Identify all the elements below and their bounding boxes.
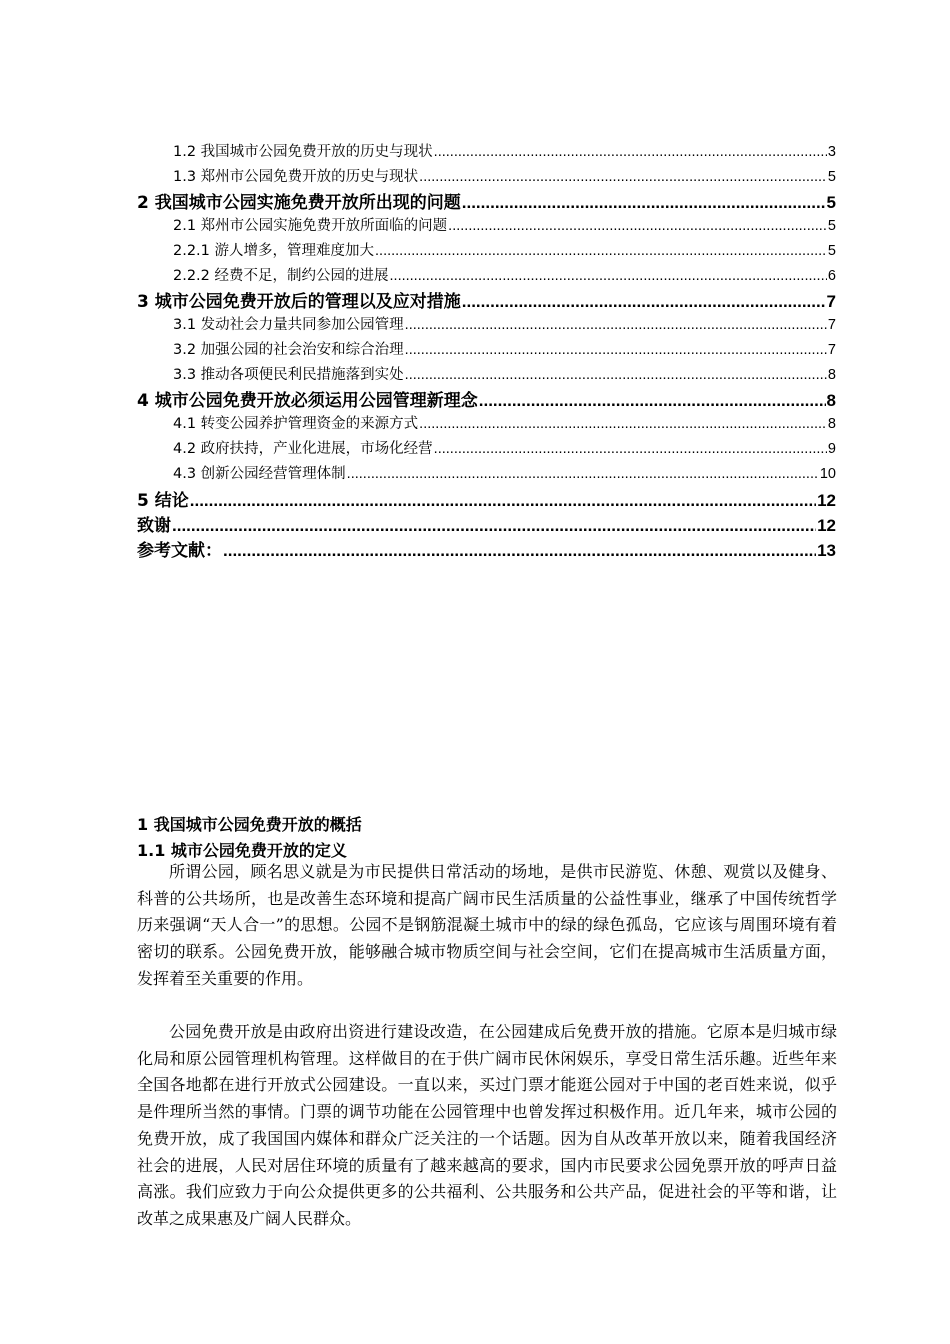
toc-page-number: 5 bbox=[827, 169, 836, 185]
toc-page-number: 3 bbox=[827, 144, 836, 160]
toc-title: 参考文献： bbox=[137, 541, 222, 561]
toc-title: 转变公园养护管理资金的来源方式 bbox=[200, 416, 419, 432]
toc-number: 3.1 bbox=[173, 317, 197, 333]
toc-page-number: 9 bbox=[827, 441, 836, 457]
toc-title: 创新公园经营管理体制 bbox=[200, 466, 346, 482]
toc-number: 4.1 bbox=[173, 416, 197, 432]
toc-entry[interactable] bbox=[173, 239, 836, 260]
toc-page-number: 12 bbox=[817, 516, 836, 535]
toc-title: 经费不足，制约公园的进展 bbox=[214, 268, 389, 284]
toc-entry[interactable] bbox=[137, 287, 836, 312]
toc-entry[interactable] bbox=[173, 338, 836, 359]
toc-leader bbox=[448, 218, 827, 234]
toc-leader bbox=[462, 292, 826, 312]
toc-page-number: 5 bbox=[826, 193, 836, 212]
toc-leader bbox=[479, 391, 826, 411]
toc-leader bbox=[405, 342, 827, 358]
toc-number: 3.2 bbox=[173, 342, 197, 358]
toc-page-number: 13 bbox=[817, 541, 836, 560]
toc-leader bbox=[434, 441, 827, 457]
toc-number: 1.3 bbox=[173, 169, 197, 185]
subsection-heading: 1.1 城市公园免费开放的定义 bbox=[137, 841, 347, 860]
toc-number: 4 bbox=[137, 391, 149, 411]
toc-entry[interactable] bbox=[173, 313, 836, 334]
toc-page-number: 8 bbox=[827, 367, 836, 383]
toc-number: 2.2.2 bbox=[173, 268, 210, 284]
toc-page-number: 5 bbox=[827, 243, 836, 259]
toc-title: 发动社会力量共同参加公园管理 bbox=[200, 317, 404, 333]
toc-title: 我国城市公园实施免费开放所出现的问题 bbox=[154, 193, 461, 213]
toc-entry[interactable] bbox=[173, 140, 836, 161]
body-paragraph: 所谓公园，顾名思义就是为市民提供日常活动的场地，是供市民游览、休憩、观赏以及健身、科普的公共场所，也是改善生态环境和提高广阔市民生活质量的公益性事业，继承了中国传统哲学历来强调“天人合一”的思想。公园不是钢筋混凝土城市中的绿的绿色孤岛，它应该与周围环境有着密切的联系。公园免费开放，能够融合城市物质空间与社会空间，它们在提高城市生活质量方面，发挥着至关重要的作用。 bbox=[137, 862, 837, 988]
toc-page-number: 8 bbox=[827, 416, 836, 432]
toc-title: 城市公园免费开放必须运用公园管理新理念 bbox=[154, 391, 478, 411]
toc-title: 游人增多，管理难度加大 bbox=[214, 243, 375, 259]
toc-page-number: 7 bbox=[826, 292, 836, 311]
toc-leader bbox=[390, 268, 827, 284]
toc-page-number: 7 bbox=[827, 317, 836, 333]
toc-entry[interactable] bbox=[137, 536, 836, 561]
toc-entry[interactable] bbox=[173, 462, 836, 483]
toc-title: 郑州市公园实施免费开放所面临的问题 bbox=[200, 218, 448, 234]
toc-entry[interactable] bbox=[173, 264, 836, 285]
toc-page-number: 10 bbox=[819, 466, 836, 482]
toc-entry[interactable] bbox=[137, 511, 836, 536]
toc-page-number: 5 bbox=[827, 218, 836, 234]
toc-number: 4.3 bbox=[173, 466, 197, 482]
toc-leader bbox=[405, 317, 827, 333]
toc-page-number: 12 bbox=[817, 491, 836, 510]
toc-entry[interactable] bbox=[137, 386, 836, 411]
body-paragraph: 公园免费开放是由政府出资进行建设改造，在公园建成后免费开放的措施。它原本是归城市绿化局和原公园管理机构管理。这样做目的在于供广阔市民休闲娱乐，享受日常生活乐趣。近些年来全国各地都在进行开放式公园建设。一直以来，买过门票才能逛公园对于中国的老百姓来说，似乎是件理所当然的事情。门票的调节功能在公园管理中也曾发挥过积极作用。近几年来，城市公园的免费开放，成了我国国内媒体和群众广泛关注的一个话题。因为自从改革开放以来，随着我国经济社会的进展，人民对居住环境的质量有了越来越高的要求，国内市民要求公园免票开放的呼声日益高涨。我们应致力于向公众提供更多的公共福利、公共服务和公共产品，促进社会的平等和谐，让改革之成果惠及广阔人民群众。 bbox=[137, 1022, 837, 1228]
toc-entry[interactable] bbox=[173, 214, 836, 235]
toc-title: 郑州市公园免费开放的历史与现状 bbox=[200, 169, 419, 185]
toc-leader bbox=[419, 169, 827, 185]
toc-number: 2.2.1 bbox=[173, 243, 210, 259]
toc-title: 致谢 bbox=[137, 516, 171, 536]
toc-number: 3.3 bbox=[173, 367, 197, 383]
toc-leader bbox=[172, 516, 816, 536]
toc-leader bbox=[223, 541, 816, 561]
toc-leader bbox=[347, 466, 819, 482]
toc-entry[interactable] bbox=[137, 486, 836, 511]
toc-number: 2.1 bbox=[173, 218, 197, 234]
toc-leader bbox=[190, 491, 816, 511]
toc-leader bbox=[462, 193, 826, 213]
toc-number: 1.2 bbox=[173, 144, 197, 160]
toc-number: 2 bbox=[137, 193, 149, 213]
toc-leader bbox=[375, 243, 827, 259]
toc-number: 5 bbox=[137, 491, 149, 511]
toc-title: 加强公园的社会治安和综合治理 bbox=[200, 342, 404, 358]
toc-number: 3 bbox=[137, 292, 149, 312]
toc-entry[interactable] bbox=[173, 165, 836, 186]
toc-entry[interactable] bbox=[173, 363, 836, 384]
toc-leader bbox=[419, 416, 827, 432]
toc-leader bbox=[405, 367, 827, 383]
toc-page-number: 6 bbox=[827, 268, 836, 284]
toc-page-number: 8 bbox=[826, 391, 836, 410]
toc-title: 推动各项便民利民措施落到实处 bbox=[200, 367, 404, 383]
toc-title: 结论 bbox=[154, 491, 189, 511]
toc-title: 政府扶持，产业化进展，市场化经营 bbox=[200, 441, 433, 457]
toc-entry[interactable] bbox=[173, 412, 836, 433]
toc-number: 4.2 bbox=[173, 441, 197, 457]
toc-entry[interactable] bbox=[137, 188, 836, 213]
section-heading: 1 我国城市公园免费开放的概括 bbox=[137, 815, 362, 834]
toc-title: 城市公园免费开放后的管理以及应对措施 bbox=[154, 292, 461, 312]
toc-entry[interactable] bbox=[173, 437, 836, 458]
toc-title: 我国城市公园免费开放的历史与现状 bbox=[200, 144, 433, 160]
toc-leader bbox=[434, 144, 827, 160]
toc-page-number: 7 bbox=[827, 342, 836, 358]
